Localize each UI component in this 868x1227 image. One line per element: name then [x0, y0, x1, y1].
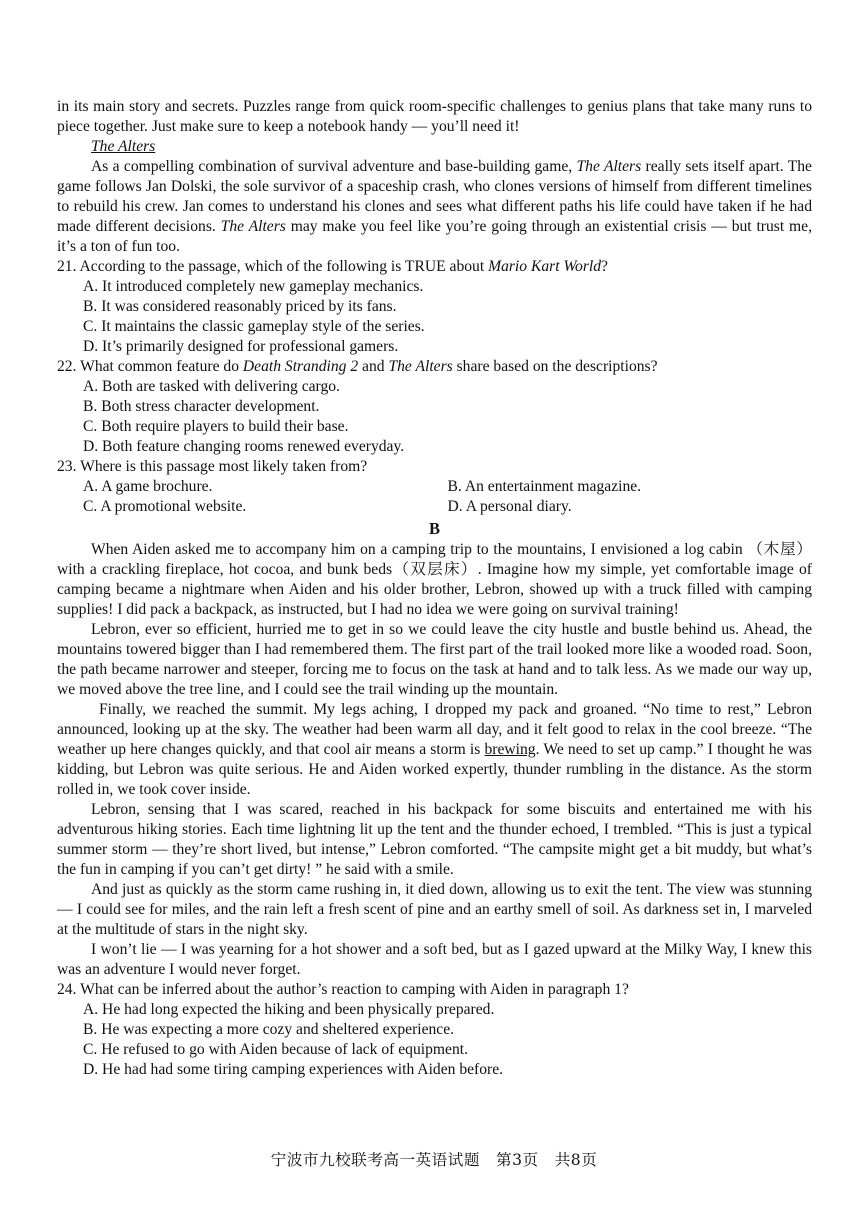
answer-option: C. A promotional website. [83, 498, 247, 515]
answer-option: D. A personal diary. [447, 498, 572, 515]
answer-option: B. He was expecting a more cozy and sheltered experience. [83, 1021, 455, 1038]
text-run: share based on the descriptions? [452, 358, 658, 375]
underlined-word: brewing [484, 741, 536, 758]
text-run: in its main story and secrets. Puzzles range from quick room-specific challenges to genius plans that take many runs to piece together. Just make sure to keep a notebook handy — you’ll need it! [57, 98, 812, 135]
text-run: . We need to set up camp.” I thought he was kidding, but Lebron was quite serious. He and Aiden worked expertly, thunder rumbling in the distance. As the storm rolled in, we took cover inside. [57, 741, 812, 798]
text-run: ? [601, 258, 608, 275]
answer-option: A. Both are tasked with delivering cargo. [83, 378, 340, 395]
passage-paragraph [57, 800, 812, 880]
option-row [57, 477, 812, 497]
question-stem [57, 357, 812, 377]
text-run: 22. What common feature do [57, 358, 243, 375]
passage-paragraph [57, 880, 812, 940]
answer-option: C. Both require players to build their base. [83, 418, 349, 435]
italic-title: The Alters [220, 218, 286, 235]
text-run: Lebron, ever so efficient, hurried me to get in so we could leave the city hustle and bustle behind us. Ahead, the mountains towered bigger than I had remembered them. The first part of the trail looked more like a wooded road. Soon, the path became narrower and steeper, forcing me to focus on the task at hand and to talk less. As we made our way up, we moved above the tree line, and I could see the trail winding up the mountain. [57, 621, 812, 698]
text-run: And just as quickly as the storm came rushing in, it died down, allowing us to exit the tent. The view was stunning — I could see for miles, and the rain left a fresh scent of pine and an earthy smell of soil. As darkness set in, I marveled at the multitude of stars in the night sky. [57, 881, 812, 938]
answer-option: A. A game brochure. [83, 478, 213, 495]
text-run: and [358, 358, 389, 375]
section-label-b: B [428, 519, 440, 538]
text-run: Lebron, sensing that I was scared, reached in his backpack for some biscuits and entertained me with his adventurous hiking stories. Each time lightning lit up the tent and the thunder echoed, I trembled. “This is just a typical summer storm — they’re short lived, but intense,” Lebron comforted. “The campsite might get a bit muddy, but what’s the fun in camping if you can’t get dirty! ” he said with a smile. [57, 801, 812, 878]
text-run: may make you feel like you’re going through an existential crisis — but trust me, it’s a ton of fun too. [57, 218, 812, 255]
game-heading-the-alters: The Alters [91, 138, 156, 155]
passage-paragraph [57, 540, 812, 620]
questions-a [57, 257, 812, 517]
passage-a-continuation [57, 97, 812, 137]
option-row [57, 497, 812, 517]
text-run: 24. What can be inferred about the author’s reaction to camping with Aiden in paragraph 1? [57, 981, 629, 998]
italic-title: Mario Kart World [488, 258, 602, 275]
text-run: As a compelling combination of survival adventure and base-building game, [91, 158, 577, 175]
text-run: Finally, we reached the summit. My legs aching, I dropped my pack and groaned. “No time to rest,” Lebron announced, looking up at the sky. The weather had been warm all day, and it felt good to relax in the cool breeze. “The weather up here changes quickly, and that cool air means a storm is [57, 701, 812, 758]
answer-option: D. He had had some tiring camping experiences with Aiden before. [83, 1061, 504, 1078]
passage-b [57, 540, 812, 980]
page-footer: 宁波市九校联考高一英语试题 第3页 共8页 [270, 1151, 598, 1169]
questions-b [57, 980, 812, 1080]
answer-option: C. It maintains the classic gameplay style of the series. [83, 318, 425, 335]
answer-option: A. It introduced completely new gameplay mechanics. [83, 278, 424, 295]
answer-option: D. Both feature changing rooms renewed everyday. [83, 438, 405, 455]
passage-paragraph [57, 940, 812, 980]
answer-option: C. He refused to go with Aiden because of lack of equipment. [83, 1041, 468, 1058]
passage-paragraph [57, 700, 812, 800]
question-stem [57, 257, 812, 277]
text-run: 23. Where is this passage most likely taken from? [57, 458, 368, 475]
question-stem [57, 457, 812, 477]
answer-option: B. It was considered reasonably priced by its fans. [83, 298, 397, 315]
answer-option: A. He had long expected the hiking and been physically prepared. [83, 1001, 495, 1018]
italic-title: Death Stranding 2 [242, 358, 359, 375]
page-content [57, 97, 812, 1080]
italic-title: The Alters [576, 158, 642, 175]
answer-option: D. It’s primarily designed for professional gamers. [83, 338, 399, 355]
text-run: I won’t lie — I was yearning for a hot shower and a soft bed, but as I gazed upward at the Milky Way, I knew this was an adventure I would never forget. [57, 941, 812, 978]
answer-option: B. Both stress character development. [83, 398, 320, 415]
passage-the-alters [57, 157, 812, 257]
text-run: When Aiden asked me to accompany him on a camping trip to the mountains, I envisioned a log cabin （木屋）with a crackling fireplace, hot cocoa, and bunk beds（双层床）. Imagine how my simple, yet comfortable image of camping became a nightmare when Aiden and his older brother, Lebron, showed up with a truck filled with camping supplies! I did pack a backpack, as instructed, but I had no idea we were going on survival training! [57, 541, 812, 618]
answer-option: B. An entertainment magazine. [447, 478, 642, 495]
text-run: 21. According to the passage, which of the following is TRUE about [57, 258, 489, 275]
italic-title: The Alters [388, 358, 453, 375]
passage-paragraph [57, 620, 812, 700]
text-run: really sets itself apart. The game follows Jan Dolski, the sole survivor of a spaceship crash, who clones versions of himself from different timelines to rebuild his crew. Jan comes to understand his clones and sees what different paths his life could have taken if he had made different decisions. [57, 158, 812, 235]
question-stem [57, 980, 812, 1000]
